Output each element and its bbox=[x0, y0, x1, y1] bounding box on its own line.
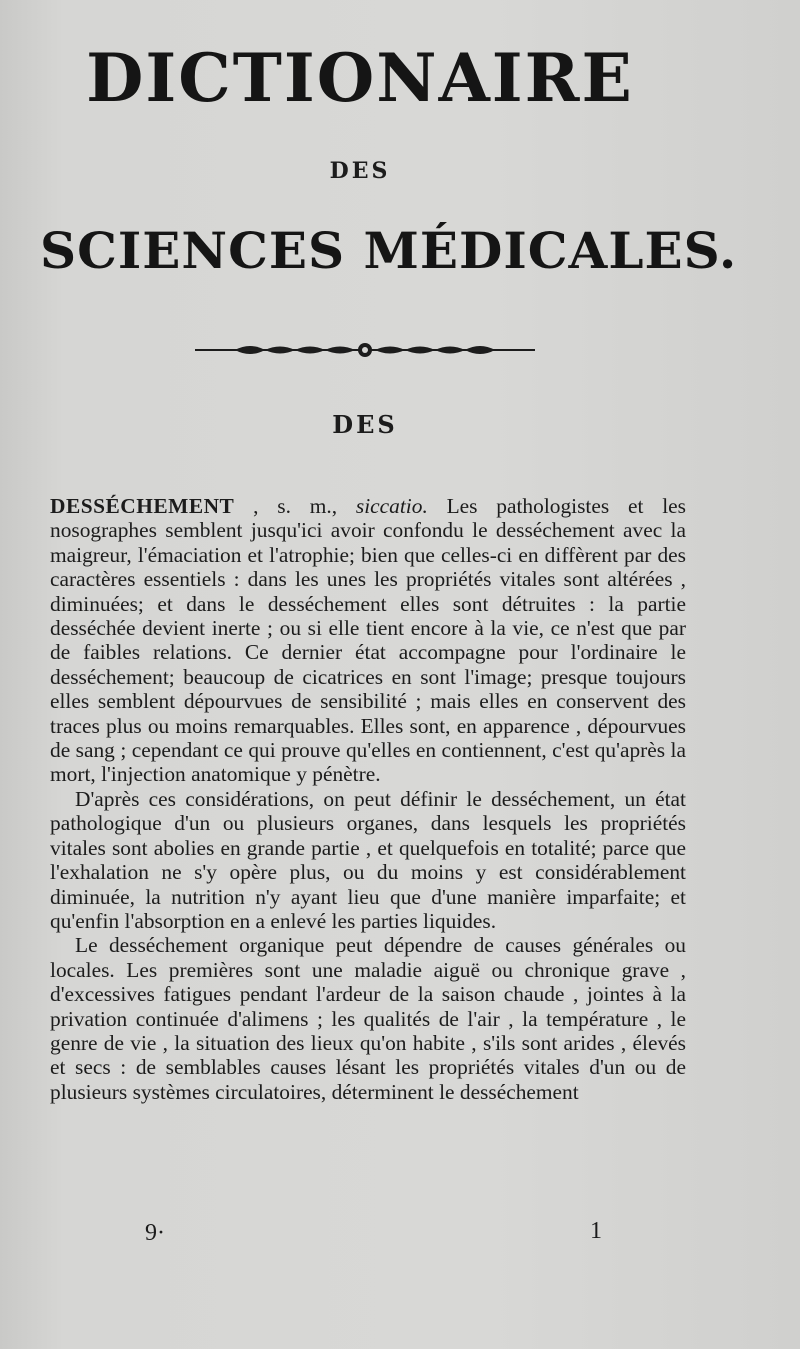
paragraph-3: Le desséchement organique peut dépendre de causes générales ou locales. Les premières sont une maladie aiguë ou chronique grave , d'excessives fatigues pendant l'ardeur de la saison chaude , jointes à la privation continuée d'alimens ; les qualités de l'air , la température , le genre de vie , la situation des lieux qu'on habite , s'ils sont arides , élevés et secs : de semblables causes lésant les propriétés vitales d'un ou de plusieurs systèmes circulatoires, déterminent le desséchement bbox=[50, 933, 686, 1104]
dictionary-title: DICTIONAIRE bbox=[86, 39, 634, 117]
entry-body bbox=[50, 494, 686, 1104]
ornamental-rule bbox=[195, 340, 535, 360]
paragraph-1-text: Les pathologistes et les nosographes semblent jusqu'ici avoir confondu le desséchement avec la maigreur, l'émaciation et l'atrophie; bien que celles-ci en diffèrent par des caractères essentiels : dans les unes les propriétés vitales sont altérées , diminuées; et dans le desséchement elles sont détruites : la partie desséchée devient inerte ; ou si elle tient encore à la vie, ce n'est que par de faibles relations. Ce dernier état accompagne pour l'ordinaire le desséchement; beaucoup de cicatrices en sont l'image; presque toujours elles semblent dépourvues de sensibilité ; mais elles en conservent des traces plus ou moins remarquables. Elles sont, en apparence , dépourvues de sang ; cependant ce qui prouve qu'elles en contiennent, c'est qu'après la mort, l'injection anatomique y pénètre. bbox=[50, 494, 686, 787]
title-connector: DES bbox=[329, 158, 391, 184]
grammar-note: , s. m., bbox=[234, 494, 356, 518]
paragraph-2: D'après ces considérations, on peut définir le desséchement, un état pathologique d'un ou plusieurs organes, dans lesquels les propriétés vitales sont abolies en grande partie , et quelquefois en totalité; parce que l'exhalation ne s'y opère plus, ou du moins y est considérablement diminuée, la nutrition n'y ayant lieu que d'une manière imparfaite; et qu'enfin l'absorption en a enlevé les parties liquides. bbox=[50, 786, 686, 933]
dictionary-subtitle: SCIENCES MÉDICALES. bbox=[40, 221, 738, 280]
latin-term: siccatio. bbox=[355, 494, 428, 518]
section-heading: DES bbox=[332, 410, 398, 439]
entry-headword: DESSÉCHEMENT bbox=[50, 494, 235, 518]
ornament-graphic bbox=[195, 340, 535, 360]
signature-mark: 1 bbox=[590, 1218, 602, 1244]
volume-number: 9· bbox=[145, 1220, 165, 1246]
paragraph-1 bbox=[50, 494, 686, 787]
